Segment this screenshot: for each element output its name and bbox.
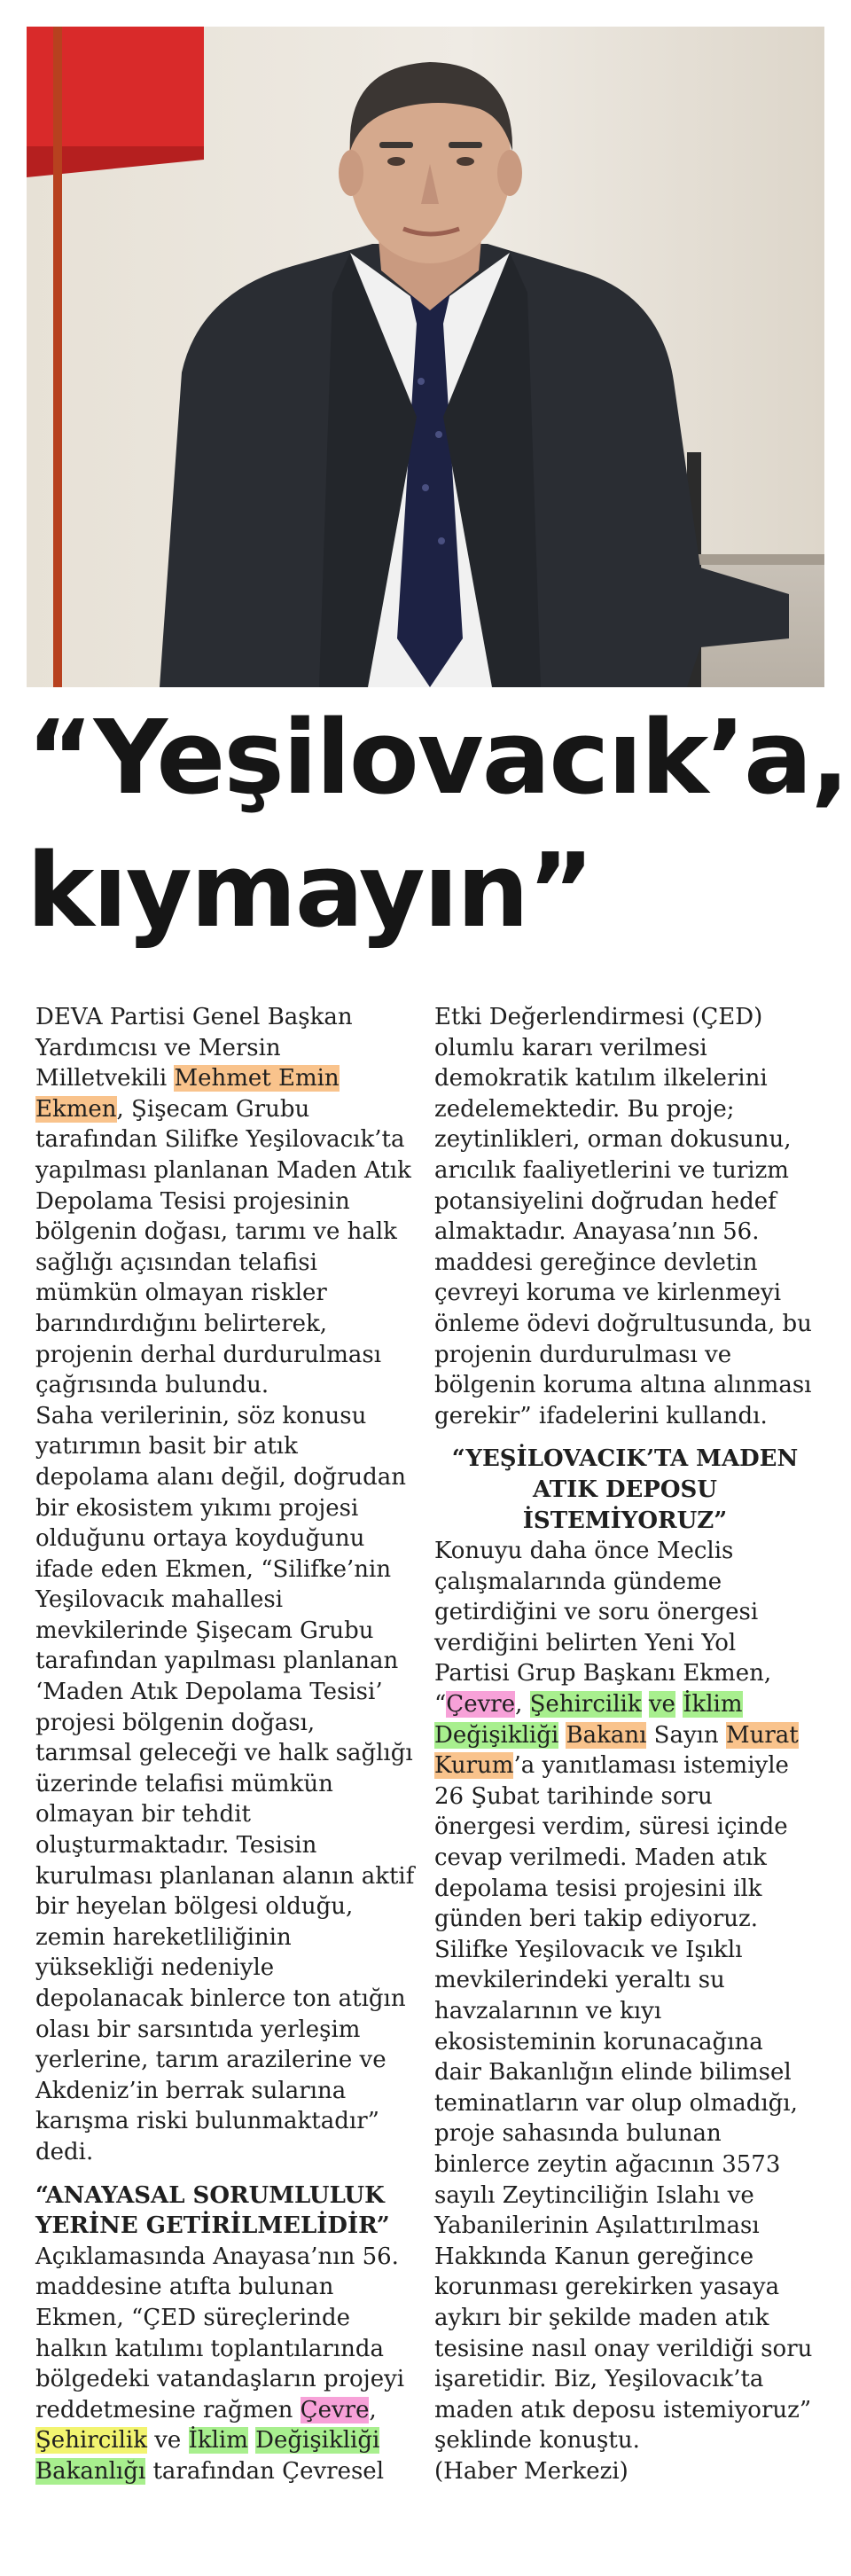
politician-photo <box>27 27 824 687</box>
text-run: “ANAYASAL SORUMLULUK YERİNE GETİRİLMELİDİR” <box>35 2181 390 2240</box>
highlighted-text: Şehircilik <box>529 1691 642 1719</box>
paragraph <box>35 2242 417 2487</box>
highlighted-text: Çevre <box>300 2396 370 2423</box>
paragraph <box>434 1536 816 2456</box>
highlighted-text: Çevre <box>446 1691 516 1719</box>
text-run: Etki Değerlendirmesi (ÇED) olumlu kararı verilmesi demokratik katılım ilkelerini zedelemektedir. Bu proje; zeytinlikleri, orman dokusunu, arıcılık faaliyetlerini ve turizm potansiyelini doğrudan hedef almaktadır. Anayasa’nın 56. maddesi gereğince devletin çevreyi koruma ve kirlenmeyi önleme ödevi doğrultusunda, bu projenin durdurulması ve bölgenin koruma altına alınması gerekir” ifadelerini kullandı. <box>434 1004 812 1429</box>
politician-illustration <box>27 27 824 687</box>
highlighted-text: Bakanı <box>566 1721 647 1749</box>
paragraph <box>35 1401 417 2168</box>
headline <box>27 692 848 958</box>
highlighted-text: Murat Kurum <box>434 1721 799 1780</box>
highlighted-text: ve <box>648 1691 675 1719</box>
paragraph <box>434 2456 816 2487</box>
highlighted-text: Mehmet Emin Ekmen <box>35 1065 340 1123</box>
text-run: DEVA Partisi Genel Başkan Yardımcısı ve Mersin Milletvekili <box>35 1004 353 1092</box>
text-run: “YEŞİLOVACIK’TA MADEN ATIK DEPOSU İSTEMİYORUZ” <box>451 1445 799 1534</box>
article-column-right <box>434 1002 816 2487</box>
text-run: , <box>515 1691 530 1719</box>
text-run <box>642 1691 649 1718</box>
headline-line-2: kıymayın” <box>27 832 593 951</box>
subheading <box>35 2181 417 2242</box>
text-run: Konuyu daha önce Meclis çalışmalarında gündeme getirdiğini ve soru önergesi verdiğini belirten Yeni Yol Partisi Grup Başkanı Ekmen, “ <box>434 1538 772 1719</box>
text-run: , Şişecam Grubu tarafından Silifke Yeşilovacık’ta yapılması planlanan Maden Atık Depolama Tesisi projesinin bölgenin doğası, tarımı ve halk sağlığı açısından telafisi mümkün olmayan riskler barındırdığını belirterek, projenin derhal durdurulması çağrısında bulundu. <box>35 1095 411 1399</box>
text-run: (Haber Merkezi) <box>434 2457 628 2485</box>
text-run <box>248 2427 255 2454</box>
text-run <box>675 1691 683 1718</box>
subheading <box>434 1444 816 1536</box>
headline-line-1: “Yeşilovacık’a, <box>27 699 848 818</box>
text-run: , <box>369 2396 377 2423</box>
text-run: tarafından Çevresel <box>145 2457 385 2485</box>
text-run: ’a yanıtlaması istemiyle 26 Şubat tarihinde soru önergesi verdim, süresi içinde cevap verilmedi. Maden atık depolama tesisi projesini ilk günden beri takip ediyoruz. Silifke Yeşilovacık ve Işıklı mevkilerindeki yeraltı su havzalarının ve kıyı ekosisteminin korunacağına dair Bakanlığın elinde bilimsel teminatların var olup olmadığı, proje sahasında bulunan binlerce zeytin ağacının 3573 sayılı Zeytinciliğin Islahı ve Yabanilerinin Aşılattırılması Hakkında Kanun gereğince korunması gerekirken yasaya aykırı bir şekilde maden atık tesisine nasıl onay verildiği soru işaretidir. Biz, Yeşilovacık’ta maden atık deposu istemiyoruz” şeklinde konuştu. <box>434 1752 813 2455</box>
highlighted-text: İklim Değişikliği <box>434 1691 743 1749</box>
paragraph <box>35 1002 417 1401</box>
text-run: ve <box>146 2427 189 2455</box>
highlighted-text: İklim <box>188 2427 248 2455</box>
highlighted-text: Değişikliği Bakanlığı <box>35 2427 380 2485</box>
text-run: Saha verilerinin, söz konusu yatırımın basit bir atık depolama alanı değil, doğrudan bir ekosistem yıkımı projesi olduğunu ortaya koyduğunu ifade eden Ekmen, “Silifke’nin Yeşilovacık mahallesi mevkilerinde Şişecam Grubu tarafından yapılması planlanan ‘Maden Atık Depolama Tesisi’ projesi bölgenin doğası, tarımsal geleceği ve halk sağlığı üzerinde telafisi mümkün olmayan bir tehdit oluşturmaktadır. Tesisin kurulması planlanan alanın aktif bir heyelan bölgesi olduğu, zemin hareketliliğinin yüksekliği nedeniyle depolanacak binlerce ton atığın olası bir sarsıntıda yerleşim yerlerine, tarım arazilerine ve Akdeniz’in berrak sularına karışma riski bulunmaktadır” dedi. <box>35 1402 415 2165</box>
text-run: Sayın <box>646 1721 726 1749</box>
paragraph <box>434 1002 816 1431</box>
article-column-left <box>35 1002 417 2487</box>
highlighted-text: Şehircilik <box>35 2427 147 2455</box>
text-run: Açıklamasında Anayasa’nın 56. maddesine atıfta bulunan Ekmen, “ÇED süreçlerinde halkın katılımı toplantılarında bölgedeki vatandaşların projeyi reddetmesine rağmen <box>35 2243 405 2423</box>
